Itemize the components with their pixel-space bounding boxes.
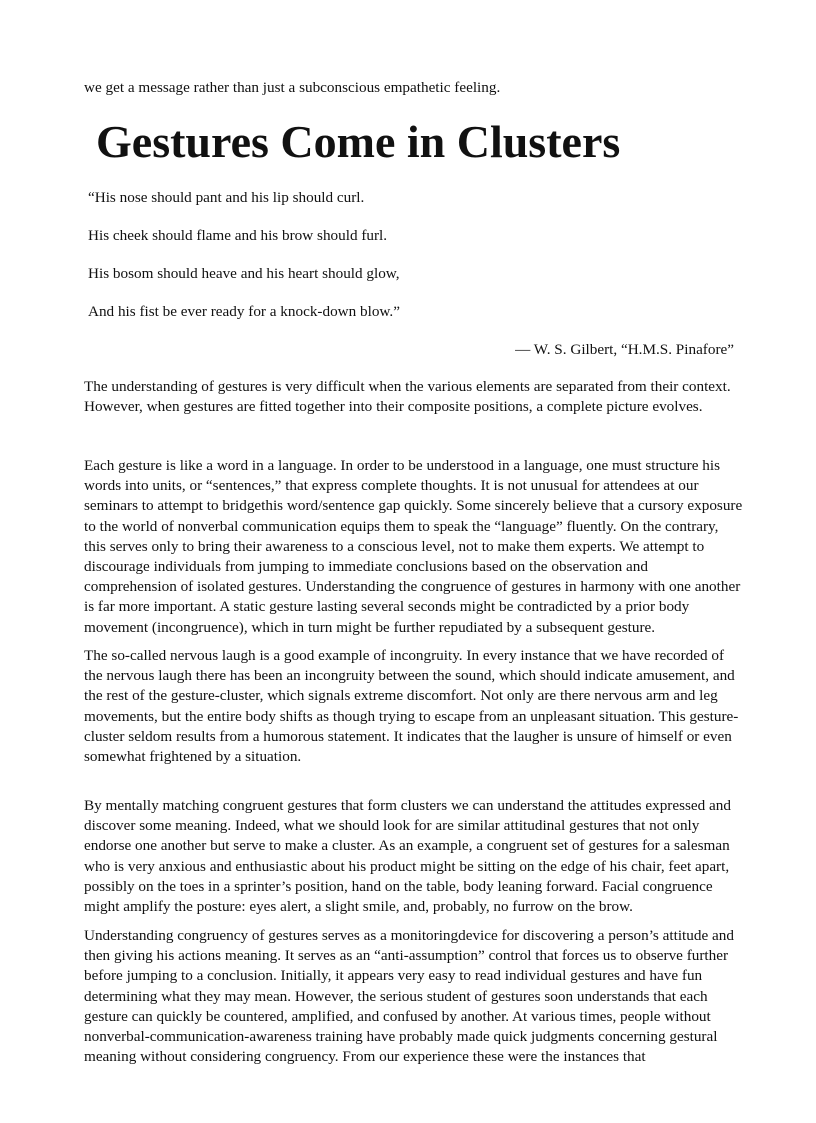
section-heading: Gestures Come in Clusters xyxy=(96,116,621,167)
paragraph: Understanding congruency of gestures serves as a monitoringdevice for discovering a person’s attitude and then giving his actions meaning. It serves as an “anti-assumption” control that forces us to observe further before jumping to a conclusion. Initially, it appears very easy to read individual gestures and have fun determining what they may mean. However, the serious student of gestures soon understands that each gesture can quickly be countered, amplified, and confused by another. At various times, people without nonverbal-communication-awareness training have probably made quick judgments concerning gestural meaning without considering congruency. From our experience these were the instances that xyxy=(84,927,734,1066)
epigraph-line: And his fist be ever ready for a knock-down blow.” xyxy=(88,303,400,320)
paragraph: The so-called nervous laugh is a good example of incongruity. In every instance that we have recorded of the nervous laugh there has been an incongruity between the sound, which should indicate amusement, and the rest of the gesture-cluster, which signals extreme discomfort. Not only are there nervous arm and leg movements, but the entire body shifts as though trying to escape from an unpleasant situation. This gesture-cluster seldom results from a humorous statement. It indicates that the laugher is unsure of himself or even somewhat frightened by a situation. xyxy=(84,647,739,766)
epigraph-line: “His nose should pant and his lip should curl. xyxy=(88,189,365,206)
epigraph-line: His cheek should flame and his brow should furl. xyxy=(88,227,388,244)
paragraph: Each gesture is like a word in a language. In order to be understood in a language, one must structure his words into units, or “sentences,” that express complete thoughts. It is not unusual for attendees at our seminars to attempt to bridgethis word/sentence gap quickly. Some sincerely believe that a cursory exposure to the world of nonverbal communication equips them to speak the “language” fluently. On the contrary, this serves only to bring their awareness to a conscious level, not to make them experts. We attempt to discourage individuals from jumping to immediate conclusions based on the observation and comprehension of isolated gestures. Understanding the congruence of gestures in harmony with one another is far more important. A static gesture lasting several seconds might be contradicted by a prior body movement (incongruence), which in turn might be further repudiated by a subsequent gesture. xyxy=(84,457,743,636)
epigraph-attribution: — W. S. Gilbert, “H.M.S. Pinafore” xyxy=(515,341,734,358)
continuation-line: we get a message rather than just a subconscious empathetic feeling. xyxy=(84,79,501,96)
paragraph: The understanding of gestures is very difficult when the various elements are separated from their context. However, when gestures are fitted together into their composite positions, a complete picture evolves. xyxy=(84,378,731,416)
epigraph-line: His bosom should heave and his heart should glow, xyxy=(88,265,400,282)
paragraph: By mentally matching congruent gestures that form clusters we can understand the attitudes expressed and discover some meaning. Indeed, what we should look for are similar attitudinal gestures that not only endorse one another but serve to make a cluster. As an example, a congruent set of gestures for a salesman who is very anxious and enthusiastic about his product might be sitting on the edge of his chair, feet apart, possibly on the toes in a sprinter’s position, hand on the table, body leaning forward. Facial congruence might amplify the posture: eyes alert, a slight smile, and, probably, no furrow on the brow. xyxy=(84,797,731,916)
